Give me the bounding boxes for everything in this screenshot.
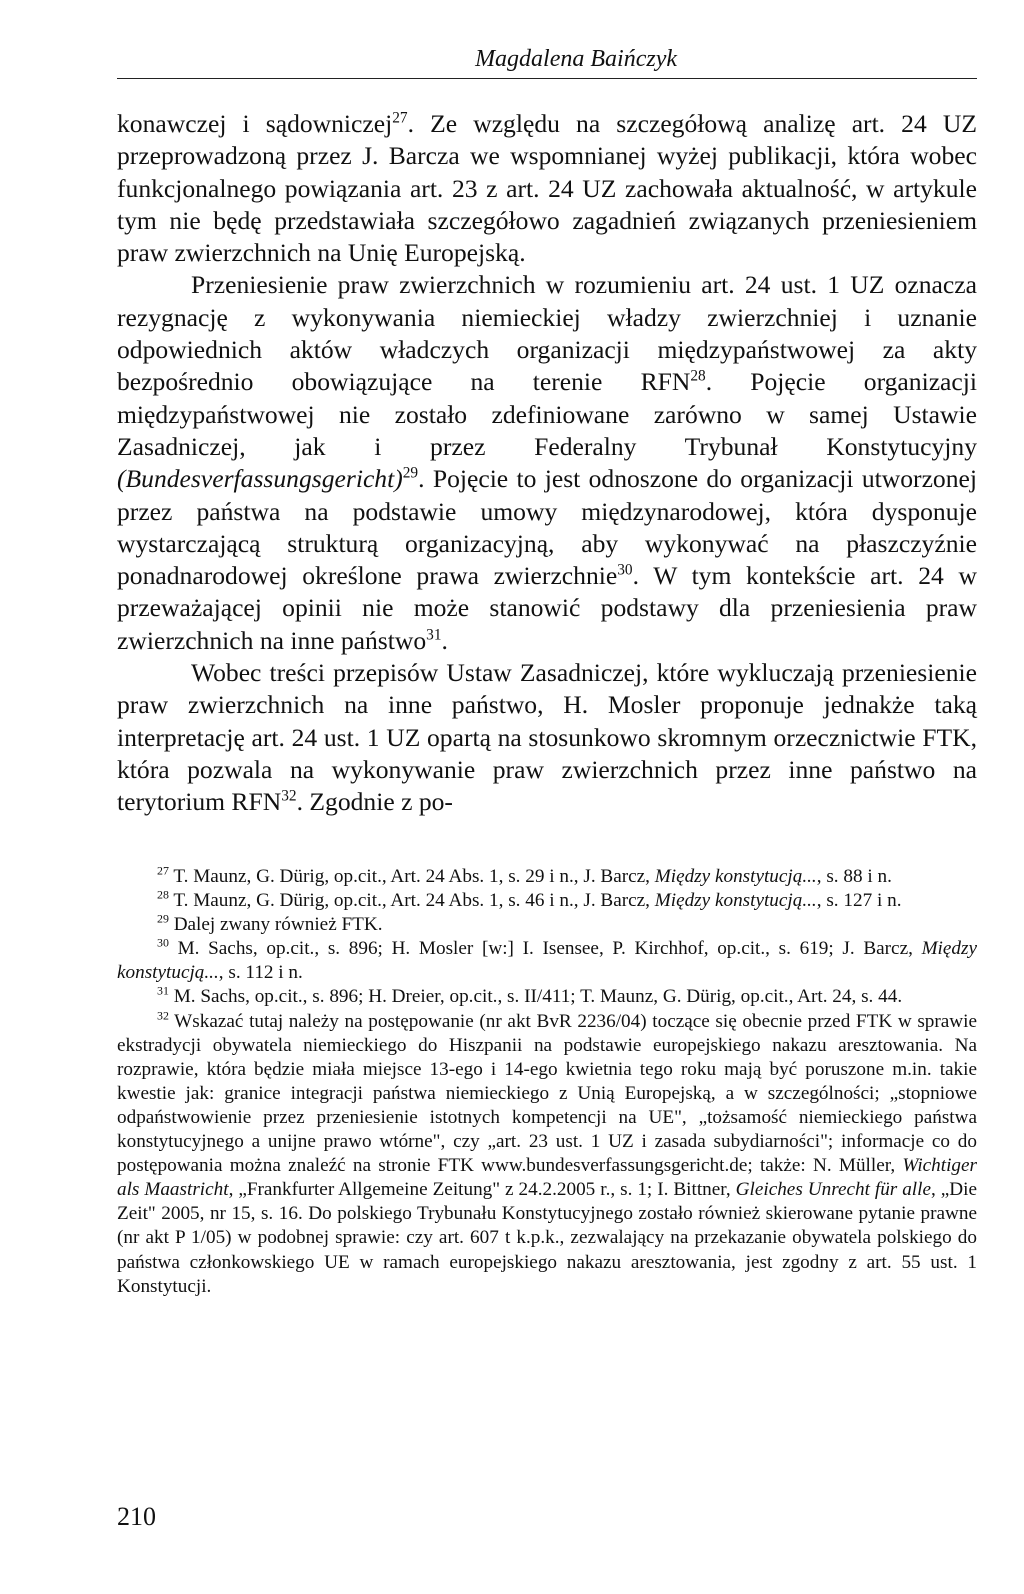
header-author: Magdalena Baińczyk — [475, 46, 677, 72]
footnote-ref-32[interactable]: 32 — [281, 787, 297, 805]
p2-text-d: . W tym kontekście art. 24 w przeważającej opinii nie może stanowić podstawy dla przeniesienia praw zwierzchnich na inne państwo — [117, 561, 977, 655]
p3-text-b: . Zgodnie z po- — [296, 787, 453, 817]
footnote-italic: Wichtiger als Maastricht — [117, 1155, 977, 1201]
p3-text-a: Wobec treści przepisów Ustaw Zasadniczej, które wykluczają przeniesienie praw zwierzchnich na inne państwo, H. Mosler proponuje jednakże taką interpretację art. 24 ust. 1 UZ opartą na stosunkowo skromnym orzecznictwie FTK, która pozwala na wykonywanie praw zwierzchnich przez inne państwo na terytorium RFN — [117, 658, 977, 817]
p2-italic-term: (Bundesverfassungsgericht) — [117, 464, 403, 494]
footnote-text: Wskazać tutaj należy na postępowanie (nr akt BvR 2236/04) toczące się obecnie przed FTK w sprawie ekstradycji obywatela niemieckiego do Hiszpanii na podstawie europejskiego nakazu aresztowania. Na rozprawie, która będzie miała miejsce 13-ego i 14-ego kwietnia tego roku mają być poruszone m.in. takie kwestie jak: granice integracji państwa niemieckiego z Unią Europejską, a w szczególności; „stopniowe odpaństwowienie przez przeniesienie istotnych kompetencji na UE", „tożsamość niemieckiego państwa konstytucyjnego a unijne prawo wtórne", czy „art. 23 ust. 1 UZ i zasada subydiarności"; informacje co do postępowania można znaleźć na stronie FTK www.bundesverfassungsgericht.de; także: N. Müller, — [117, 1010, 977, 1177]
footnote-number: 30 — [157, 935, 169, 950]
footnote-28 — [117, 889, 977, 913]
footnote-text: M. Sachs, op.cit., s. 896; H. Dreier, op.cit., s. II/411; T. Maunz, G. Dürig, op.cit., Art. 24, s. 44. — [168, 986, 903, 1008]
footnote-ref-29[interactable]: 29 — [402, 464, 419, 482]
footnote-text: , „Frankfurter Allgemeine Zeitung" z 24.2.2005 r., s. 1; I. Bittner, — [228, 1179, 736, 1201]
footnote-27 — [117, 865, 977, 889]
footnote-text: , s. 127 i n. — [816, 890, 902, 912]
footnote-text: , s. 88 i n. — [816, 866, 892, 887]
p2-text-b: . Pojęcie organizacji międzypaństwowej nie zostało zdefiniowane zarówno w samej Ustawie Zasadniczej, jak i przez Federalny Trybunał Konstytucyjny — [117, 367, 977, 461]
footnote-number: 31 — [157, 984, 169, 999]
footnote-italic: Między konstytucją... — [654, 890, 817, 912]
footnote-text: Dalej zwany również FTK. — [168, 914, 383, 936]
paragraph-2 — [117, 269, 977, 657]
footnotes — [117, 865, 977, 1299]
footnote-text: M. Sachs, op.cit., s. 896; H. Mosler [w:] I. Isensee, P. Kirchhof, op.cit., s. 619; J. Barcz, — [168, 938, 922, 960]
footnote-31 — [117, 985, 977, 1009]
footnote-29 — [117, 913, 977, 937]
p1-text-b: . Ze względu na szczegółową analizę art. 24 UZ przeprowadzoną przez J. Barcza we wspomnianej wyżej publikacji, która wobec funkcjonalnego powiązania art. 23 z art. 24 UZ zachowała aktualność, w artykule tym nie będę przedstawiała szczegółowo zagadnień związanych przeniesieniem praw zwierzchnich na Unię Europejską. — [117, 109, 978, 268]
running-header — [117, 42, 977, 79]
page-number: 210 — [117, 1502, 156, 1531]
footnote-text: , s. 112 i n. — [218, 962, 303, 984]
footnote-ref-27[interactable]: 27 — [392, 109, 408, 127]
footnote-32 — [117, 1010, 977, 1299]
footnote-number: 28 — [157, 887, 169, 902]
footnote-italic: Gleiches Unrecht für alle — [735, 1179, 931, 1201]
footnote-italic: Między konstytucją... — [654, 866, 817, 887]
footnote-ref-28[interactable]: 28 — [690, 367, 706, 385]
footnote-ref-31[interactable]: 31 — [426, 626, 442, 644]
p1-text-a: konawczej i sądowniczej — [117, 109, 393, 138]
main-text — [117, 108, 977, 819]
paragraph-1 — [117, 108, 977, 269]
footnote-ref-30[interactable]: 30 — [617, 561, 633, 579]
p2-text-e: . — [441, 625, 448, 655]
footnote-text: T. Maunz, G. Dürig, op.cit., Art. 24 Abs. 1, s. 46 i n., J. Barcz, — [168, 890, 655, 912]
footnote-text: T. Maunz, G. Dürig, op.cit., Art. 24 Abs. 1, s. 29 i n., J. Barcz, — [168, 866, 655, 887]
p2-text-c: . Pojęcie to jest odnoszone do organizacji utworzonej przez państwa na podstawie umowy międzynarodowej, która dysponuje wystarczającą strukturą organizacyjną, aby wykonywać na płaszczyźnie ponadnarodowej określone prawa zwierzchnie — [117, 464, 977, 591]
footnote-text: , „Die Zeit" 2005, nr 15, s. 16. Do polskiego Trybunału Konstytucyjnego zostało również skierowane pytanie prawne (nr akt P 1/05) w podobnej sprawie: czy art. 607 t k.p.k., zezwalający na przekazanie obywatela polskiego do państwa członkowskiego UE w ramach europejskiego nakazu aresztowania, jest zgodny z art. 55 ust. 1 Konstytucji. — [117, 1179, 977, 1297]
footnote-number: 32 — [157, 1008, 169, 1023]
footnote-number: 27 — [157, 863, 169, 878]
paragraph-3 — [117, 657, 977, 818]
p2-text-a: Przeniesienie praw zwierzchnich w rozumieniu art. 24 ust. 1 UZ oznacza rezygnację z wykonywania niemieckiej władzy zwierzchniej i uznanie odpowiednich aktów władczych organizacji międzypaństwowej za akty bezpośrednio obowiązujące na terenie RFN — [117, 270, 977, 397]
footnote-30 — [117, 937, 977, 985]
footnote-number: 29 — [157, 911, 169, 926]
footnote-italic: Między konstytucją... — [117, 938, 977, 984]
